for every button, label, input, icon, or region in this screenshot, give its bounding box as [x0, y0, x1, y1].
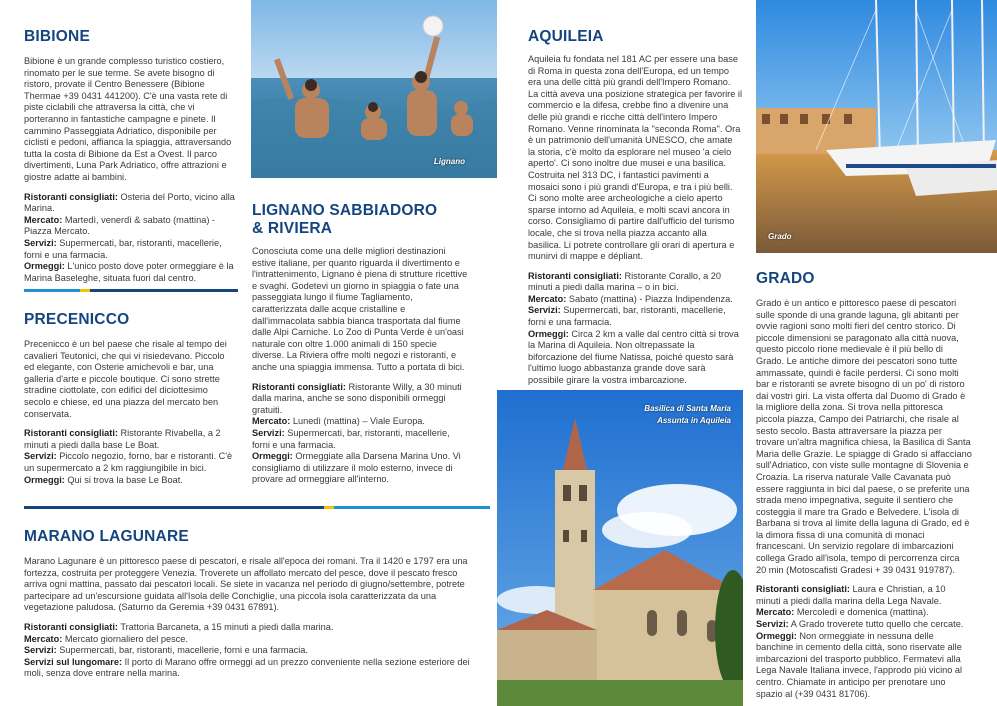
- marano-seafront-label: Servizi sul lungomare:: [24, 656, 123, 667]
- bibione-market-label: Mercato:: [24, 214, 63, 225]
- section-bibione: [24, 28, 236, 284]
- precenicco-mooring: Qui si trova la base Le Boat.: [67, 474, 183, 485]
- lignano-services: Supermercati, bar, ristoranti, macellerie, forni e una farmacia.: [252, 427, 450, 450]
- marano-info: [24, 622, 470, 680]
- grado-harbor-illustration: [756, 0, 997, 253]
- grado-services-label: Servizi:: [756, 619, 789, 630]
- aquileia-photo-caption-2: Assunta in Aquileia: [657, 416, 731, 425]
- precenicco-title: PRECENICCO: [24, 311, 130, 328]
- lignano-beach-illustration: [251, 0, 497, 178]
- grado-market: Mercoledì e domenica (mattina).: [796, 607, 929, 618]
- grado-info: [756, 584, 972, 700]
- divider-precenicco: [24, 506, 490, 509]
- precenicco-info: [24, 428, 236, 486]
- bibione-market: Martedì, venerdì & sabato (mattina) - Piazza Mercato.: [24, 214, 215, 237]
- aquileia-mooring: Circa 2 km a valle dal centro città si trova la Marina di Aquileia. Non oltrepassate la biforcazione del fiume Natissa, poiché questo sarà l'ultimo luogo abbastanza grande dove sarà possibile girare la vostra imbarcazione.: [528, 328, 739, 386]
- precenicco-restaurants: Ristorante Rivabella, a 2 minuti a piedi dalla base Le Boat.: [24, 428, 221, 450]
- aquileia-title: AQUILEIA: [528, 28, 604, 45]
- bibione-mooring-label: Ormeggi:: [24, 261, 65, 272]
- aquileia-info: [528, 271, 742, 387]
- bibione-mooring: L'unico posto dove poter ormeggiare è la Marina Baseleghe, situata fuori dal centro.: [24, 261, 234, 283]
- lignano-services-label: Servizi:: [252, 427, 285, 438]
- bibione-info: [24, 192, 236, 285]
- aquileia-services: Supermercati, bar, ristoranti, macellerie, forni e una farmacia.: [528, 305, 726, 328]
- bibione-restaurants-label: Ristoranti consigliati:: [24, 191, 118, 202]
- aquileia-market: Sabato (mattina) - Piazza Indipendenza.: [568, 293, 733, 304]
- grado-photo-caption: Grado: [768, 232, 792, 241]
- marano-title: MARANO LAGUNARE: [24, 528, 189, 545]
- marano-restaurants: Trattoria Barcaneta, a 15 minuti a piedi dalla marina.: [120, 621, 334, 632]
- lignano-restaurants-label: Ristoranti consigliati:: [252, 381, 346, 392]
- lignano-title-line1: LIGNANO SABBIADORO: [252, 202, 438, 219]
- aquileia-mooring-label: Ormeggi:: [528, 328, 569, 339]
- grado-title: GRADO: [756, 270, 815, 287]
- lignano-market: Lunedì (mattina) – Viale Europa.: [292, 416, 425, 427]
- aquileia-body: Aquileia fu fondata nel 181 AC per essere una base di Roma in questa zona dell'Europa, ed un tempo era una delle città più grandi dell'Impero Romano. La città aveva una posizione strategica per favorire il commercio e la difesa, crebbe fino a divenire una delle più grandi e ricche città dell'intero Impero Romano. Venne rinominata la "seconda Roma". Ora è un patrimonio dell'umanità UNESCO, che amate la storia, c'è molto da esplorare nel museo 'a cielo aperto'. Ci sono inoltre due musei e una basilica. Costruita nel 313 DC, i fantastici pavimenti a mosaici sono i più grandi d'Europa, e tra i più belli. Ci sono molte aree archeologiche a cielo aperto sparse intorno ad Aquileia, e molti scavi ancora in corso. Consigliamo di partire dall'ufficio del turismo locale, che si trova nella piazza accanto alla basilica. Li potrete controllare gli orari di apertura e munirvi di mappe e dépliant.: [528, 54, 742, 262]
- bibione-services-label: Servizi:: [24, 237, 57, 248]
- aquileia-photo-caption-1: Basilica di Santa Maria: [644, 404, 731, 413]
- marano-services-label: Servizi:: [24, 645, 57, 656]
- lignano-body: Conosciuta come una delle migliori destinazioni estive italiane, per quanto riguarda il divertimento e l'intrattenimento, Lignano è piena di strutture ricettive e svaghi. Godetevi un giorno in spiaggia o fate una passeggiata lungo il fiume Tagliamento, caratterizzata dalle acque cristalline e dall'immacolata sabbia bianca trasportata dal fiume dalle Alpi Carniche. Lo Zoo di Punta Verde è un'oasi naturale con oltre 1.000 animali di 150 specie diverse. La Riviera offre molti negozi e ristoranti, e anche una spiaggia immensa. Tutto a portata di bici.: [252, 246, 468, 372]
- grado-mooring-label: Ormeggi:: [756, 630, 797, 641]
- marano-body: Marano Lagunare è un pittoresco paese di pescatori, e risale all'epoca dei romani. Tra il 1420 e 1797 era una fortezza, costruita per proteggere Venezia. Troverete un affollato mercato del pesce, dove il pescato fresco arriva ogni mattina, passato dai pescatori locali. Se siete in vacanza nel periodo di giugno/settembre, potrete partecipare ad un'escursione guidata all'Isola delle Conchiglie, una piccola isola caratterizzata da una vegetazione paludosa. (Saturno da Geremia +39 0431 67891).: [24, 556, 468, 613]
- marano-market: Mercato giornaliero del pesce.: [64, 633, 188, 644]
- section-lignano: [252, 202, 468, 486]
- marano-market-label: Mercato:: [24, 633, 63, 644]
- precenicco-services-label: Servizi:: [24, 451, 57, 462]
- lignano-photo: [251, 0, 497, 178]
- grado-restaurants: Laura e Christian, a 10 minuti a piedi dalla marina della Lega Navale.: [756, 584, 946, 606]
- bibione-restaurants: Osteria del Porto, vicino alla Marina.: [24, 191, 235, 214]
- lignano-mooring-label: Ormeggi:: [252, 451, 293, 462]
- precenicco-body: Precenicco è un bel paese che risale al tempo dei cavalieri Teutonici, che qui vi risiedevano. Piccolo ed elegante, con Osterie amichevoli e bar, una galleria d'arte e piccole boutique. Ci sono strette stradine ciottolate, con edifici del diciottesimo secolo e chiese, ed una piazza del mercato ben conservata.: [24, 339, 227, 419]
- precenicco-restaurants-label: Ristoranti consigliati:: [24, 428, 118, 439]
- lignano-restaurants: Ristorante Willy, a 30 minuti dalla marina, anche se sono disponibili ormeggi gratuiti.: [252, 381, 462, 415]
- aquileia-market-label: Mercato:: [528, 293, 567, 304]
- aquileia-restaurants-label: Ristoranti consigliati:: [528, 270, 622, 281]
- basilica-illustration: [497, 390, 743, 706]
- lignano-market-label: Mercato:: [252, 416, 291, 427]
- aquileia-restaurants: Ristorante Corallo, a 20 minuti a piedi dalla marina – o in bici.: [528, 270, 722, 293]
- divider-bibione: [24, 289, 238, 292]
- grado-photo: [756, 0, 997, 253]
- bibione-services: Supermercati, bar, ristoranti, macellerie, forni e una farmacia.: [24, 237, 222, 260]
- lignano-title-line2: & RIVIERA: [252, 220, 333, 237]
- grado-market-label: Mercato:: [756, 607, 795, 618]
- bibione-body: Bibione è un grande complesso turistico costiero, rinomato per le sue terme. Se avete bisogno di ristoro, provate il Centro Benessere (Bibione Thermae +39 0431 441200). C'è una vasta rete di piste ciclabili che attraversa la città, che vi porteranno in fantastiche campagne e pinete. Il cammino Passeggiata Adriatico, disponibile per ciclisti e pedoni, affianca la spiaggia, attraversando tutta la costa di Bibione da Est a Ovest. Il parco divertimenti, Luna Park Adriatico, offre attrazioni e giostre adatte ai bambini.: [24, 56, 232, 182]
- lignano-info: [252, 382, 468, 486]
- grado-restaurants-label: Ristoranti consigliati:: [756, 584, 850, 595]
- aquileia-photo: [497, 390, 743, 706]
- marano-seafront: Il porto di Marano offre ormeggi ad un prezzo conveniente nella sezione esteriore dei moli, senza dove entrare nella marina.: [24, 656, 470, 679]
- grado-services: A Grado troverete tutto quello che cercate.: [790, 619, 964, 630]
- grado-mooring: Non ormeggiate in nessuna delle banchine in cemento della città, sono riservate alle imbarcazioni del trasporto pubblico. Fermatevi alla Lega Navale Italiana invece, l'approdo più vicino al centro. Chiamate in anticipo per prenotare uno spazio al (+39 0431 81706).: [756, 630, 963, 699]
- section-aquileia: [528, 28, 742, 387]
- section-precenicco: [24, 311, 236, 486]
- aquileia-services-label: Servizi:: [528, 305, 561, 316]
- precenicco-services: Piccolo negozio, forno, bar e ristoranti. C'è un supermercato a 2 km raggiungibile in bici.: [24, 451, 233, 473]
- marano-services: Supermercati, bar, ristoranti, macellerie, forni e una farmacia.: [59, 645, 308, 656]
- bibione-title: BIBIONE: [24, 28, 90, 45]
- grado-body: Grado è un antico e pittoresco paese di pescatori sulle sponde di una grande laguna, gli abitanti per ovvie ragioni sono molti fieri del centro storico. Di piccole dimensioni se paragonato alla città nuova, questo piccolo rione medievale è il più bello di Grado. Le antiche dimore dei pescatori sono tutte ammassate, quindi è facile perdersi. Ci sono molti bar e ristoranti se avrete bisogno di un po' di ristoro dai vostri giri. La vista offerta dal Duomo di Grado è la migliore della zona. Si trova nella pittoresca piccola piazza, Campo dei Patriarchi, che risale al sesto secolo. Basta attraversare la piazza per trovare un'altra magnifica chiesa, la Basilica di Santa Maria delle Grazie. Le spiagge di Grado si affacciano sull'Adriatico, con viste sulle montagne di Slovenia e Croazia. La riserva naturale Valle Cavanata può essere raggiunta in bici dal paese, o se preferite una strada meno impegnativa, seguite il sentiero che costeggia il mare tra Grado e Belvedere. L'isola di Barbana si trova al limite della laguna di Grado, ed è la dimora fissa di una comunità di monaci francescani. Un servizio regolare di imbarcazioni collega Grado all'isola, tempo di percorrenza circa 20 min (Motoscafisti Gradesi + 39 0431 919787).: [756, 298, 972, 575]
- precenicco-mooring-label: Ormeggi:: [24, 474, 65, 485]
- section-grado: [756, 270, 972, 700]
- lignano-mooring: Ormeggiate alla Darsena Marina Uno. Vi consigliamo di utilizzare il molo esterno, invece di provare ad ormeggiare all'interno.: [252, 451, 461, 485]
- lignano-photo-caption: Lignano: [433, 157, 465, 166]
- section-marano: [24, 528, 470, 680]
- marano-restaurants-label: Ristoranti consigliati:: [24, 621, 118, 632]
